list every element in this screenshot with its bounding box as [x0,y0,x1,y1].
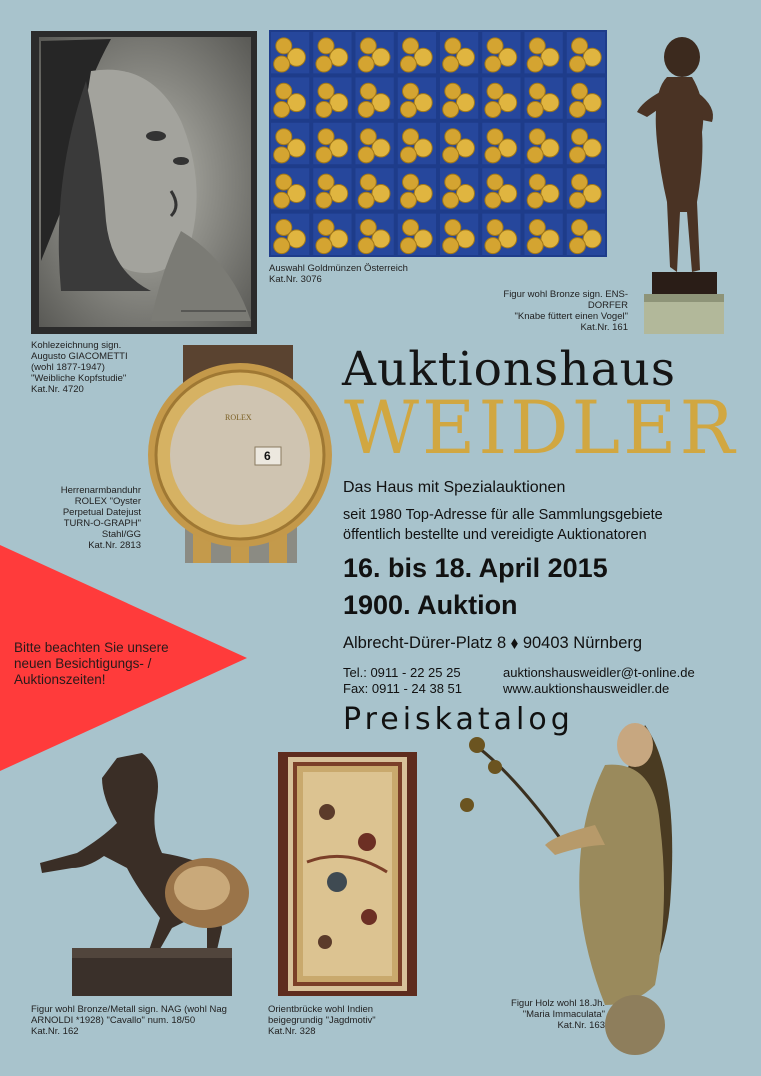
title-weidler: WEIDLER [344,386,738,471]
address: Albrecht-Dürer-Platz 8 ⬧ 90403 Nürnberg [343,634,643,652]
tel: Tel.: 0911 - 22 25 25 [343,665,461,680]
watch-photo [145,345,335,563]
watch-date-text: 6 [264,449,271,463]
caption-madonna: Figur Holz wohl 18.Jh. "Maria Immaculata" Kat.Nr. 163 [511,998,605,1031]
catalog-title: Preiskatalog [343,702,574,737]
tagline-2: öffentlich bestellte und vereidigte Auktionatoren [343,527,647,543]
horse-sculpture-photo [32,748,262,998]
caption-figure: Figur wohl Bronze sign. ENS- DORFER "Knabe füttert einen Vogel" Kat.Nr. 161 [503,289,628,333]
auction-number: 1900. Auktion [343,590,518,620]
rug-photo [277,752,418,996]
drawing-photo [31,31,257,334]
watch-brand-text: ROLEX [225,413,252,422]
fax: Fax: 0911 - 24 38 51 [343,681,463,696]
caption-rug: Orientbrücke wohl Indien beigegrundig "Jagdmotiv" Kat.Nr. 328 [268,1004,376,1037]
contact-block [343,665,695,697]
tagline-block [343,505,663,545]
auction-dates: 16. bis 18. April 2015 [343,553,608,583]
caption-watch: Herrenarmbanduhr ROLEX "Oyster Perpetual Datejust TURN-O-GRAPH" Stahl/GG Kat.Nr. 2813 [60,485,141,551]
title-auktionshaus: Auktionshaus [342,342,676,397]
coins-photo [269,30,607,257]
caption-drawing: Kohlezeichnung sign. Augusto GIACOMETTI (wohl 1877-1947) "Weibliche Kopfstudie" Kat.Nr. 4720 [31,340,128,395]
tagline-1: seit 1980 Top-Adresse für alle Sammlungsgebiete [343,507,663,523]
web-link[interactable]: www.auktionshausweidler.de [503,681,670,696]
email-link[interactable]: auktionshausweidler@t-online.de [503,665,695,680]
subtitle: Das Haus mit Spezialauktionen [343,479,566,496]
notice-text: Bitte beachten Sie unsere neuen Besichtigungs- / Auktionszeiten! [14,640,169,687]
caption-horse: Figur wohl Bronze/Metall sign. NAG (wohl Nag ARNOLDI *1928) "Cavallo" num. 18/50 Kat.Nr. 162 [31,1004,227,1037]
caption-coins: Auswahl Goldmünzen Österreich Kat.Nr. 3076 [269,263,408,285]
bronze-figure-photo [622,32,732,340]
